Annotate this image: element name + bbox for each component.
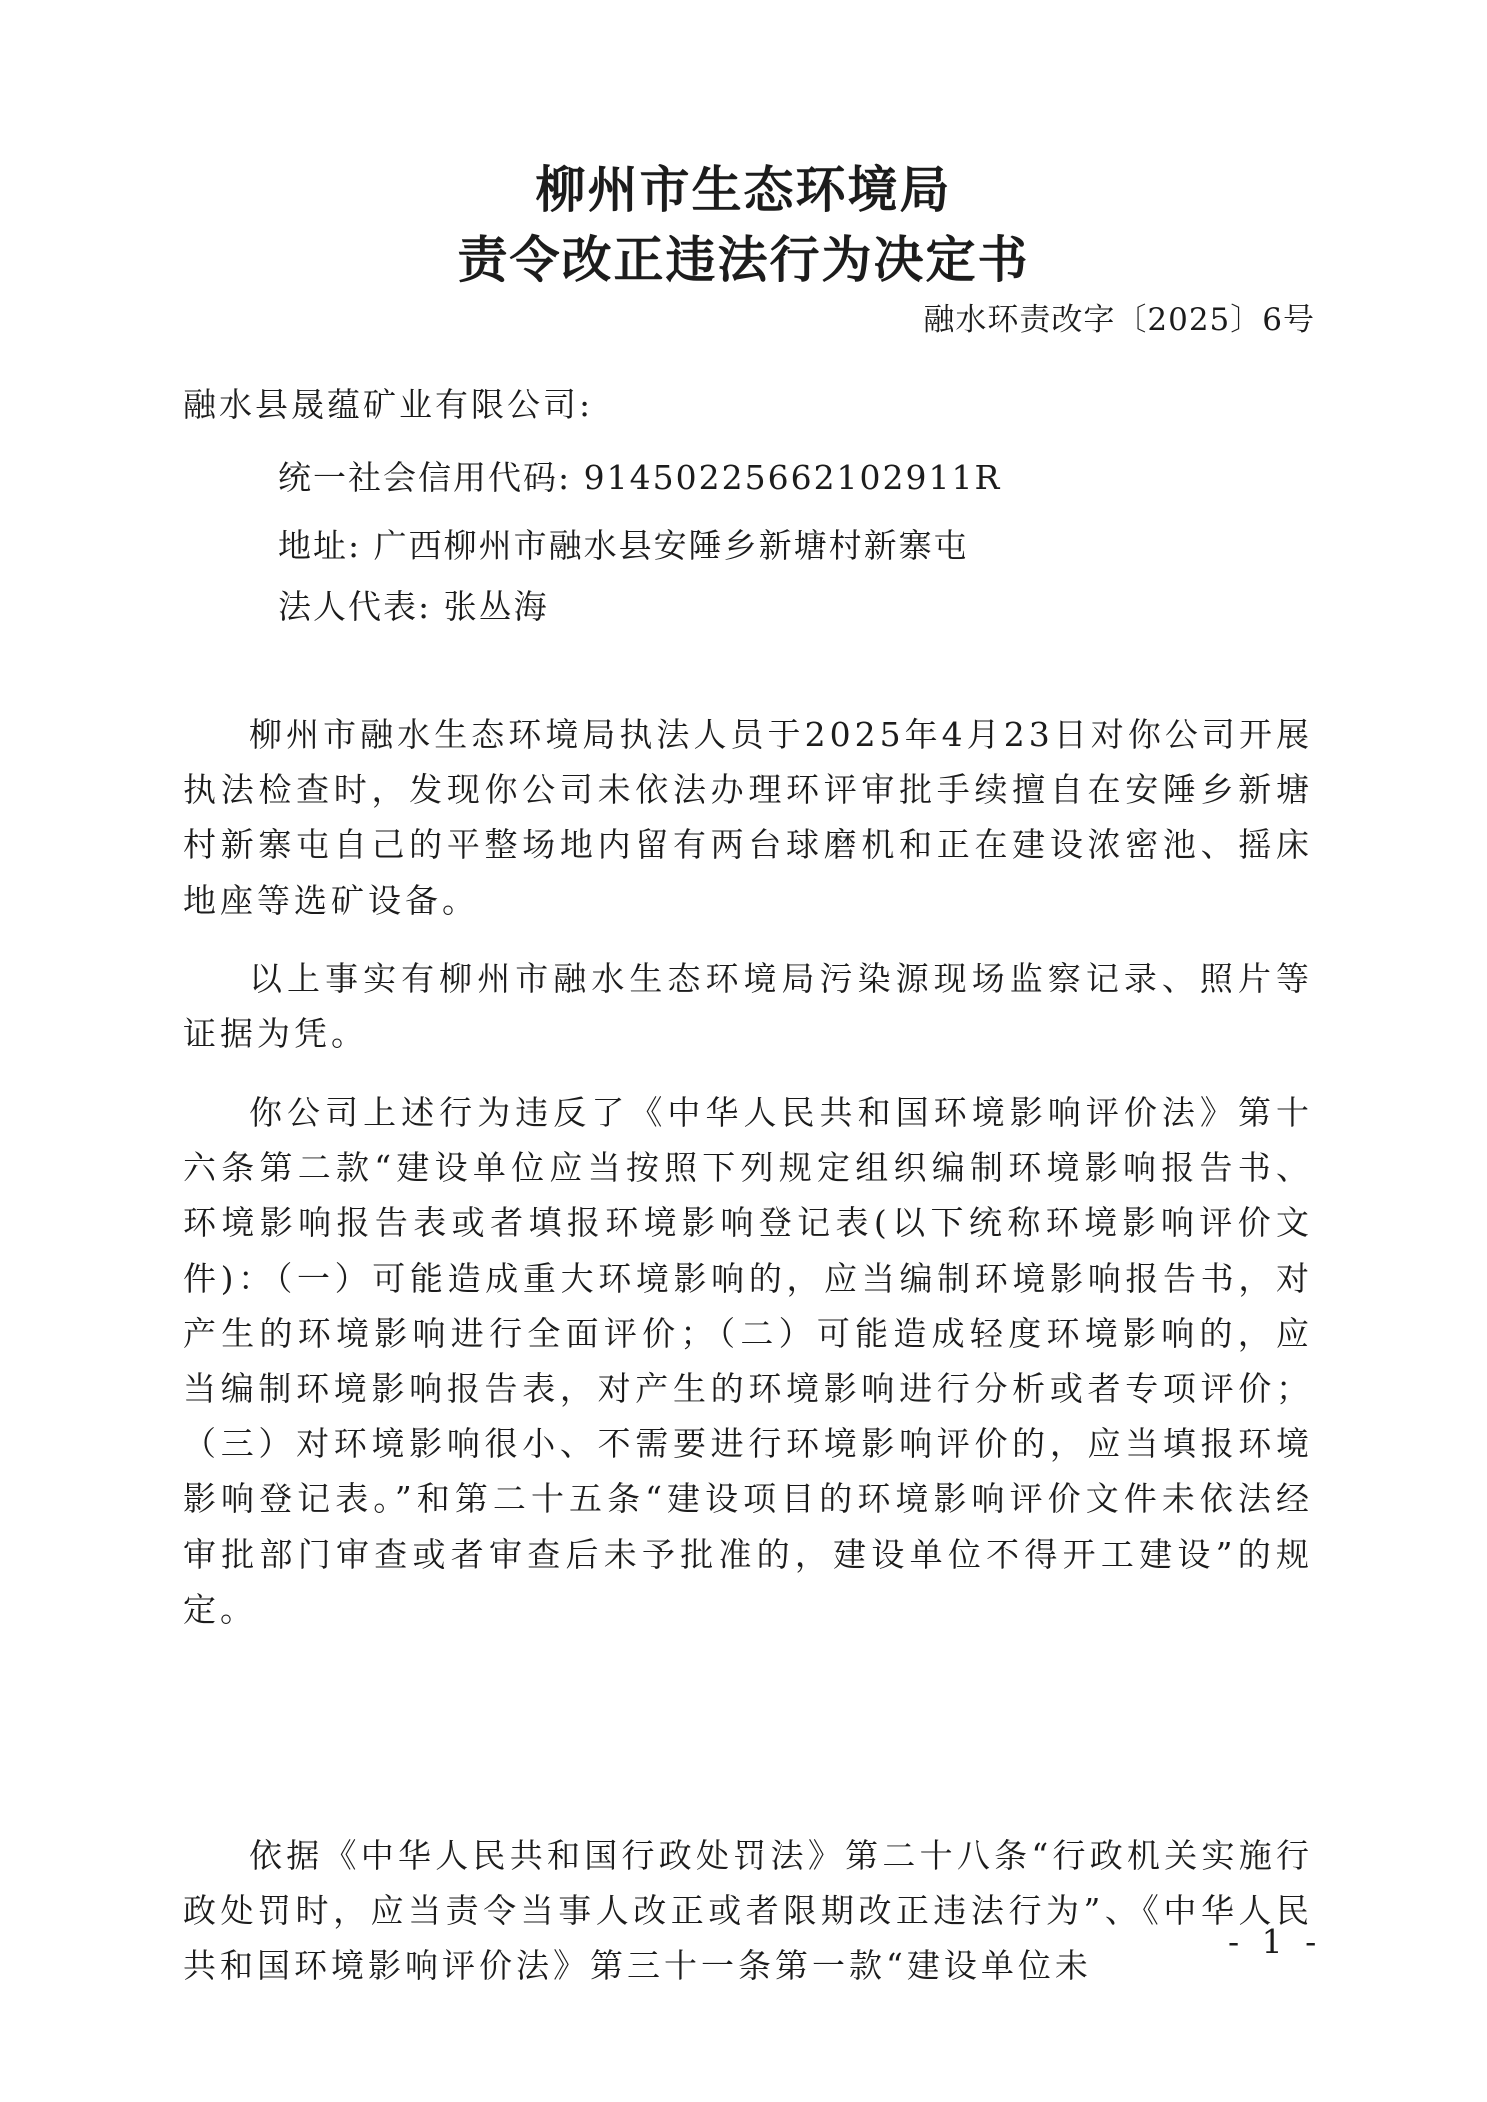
address: 地址: 广西柳州市融水县安陲乡新塘村新寨屯 xyxy=(278,526,969,565)
document-title-agency: 柳州市生态环境局 xyxy=(535,160,952,219)
credit-code: 统一社会信用代码: 91450225662102911R xyxy=(278,458,1002,497)
document-number: 融水环责改字〔2025〕6号 xyxy=(923,302,1315,338)
paragraph-facts: 柳州市融水生态环境局执法人员于2025年4月23日对你公司开展执法检查时，发现你公司未依法办理环评审批手续擅自在安陲乡新塘村新寨屯自己的平整场地内留有两台球磨机和正在建设浓密池、摇床地座等选矿设备。 xyxy=(183,715,1313,920)
paragraph-violation: 你公司上述行为违反了《中华人民共和国环境影响评价法》第十六条第二款“建设单位应当按照下列规定组织编制环境影响报告书、环境影响报告表或者填报环境影响登记表(以下统称环境影响评价文件)：（一）可能造成重大环境影响的，应当编制环境影响报告书，对产生的环境影响进行全面评价；（二）可能造成轻度环境影响的，应当编制环境影响报告表，对产生的环境影响进行分析或者专项评价；（三）对环境影响很小、不需要进行环境影响评价的，应当填报环境影响登记表。”和第二十五条“建设项目的环境影响评价文件未依法经审批部门审查或者审查后未予批准的，建设单位不得开工建设”的规定。 xyxy=(183,1093,1313,1629)
document-title-type: 责令改正违法行为决定书 xyxy=(457,230,1030,289)
recipient-name: 融水县晟蕴矿业有限公司: xyxy=(183,385,594,424)
page-number: - 1 - xyxy=(1228,1922,1323,1961)
legal-representative: 法人代表: 张丛海 xyxy=(278,587,549,626)
paragraph-evidence: 以上事实有柳州市融水生态环境局污染源现场监察记录、照片等证据为凭。 xyxy=(183,959,1313,1054)
paragraph-legal-basis: 依据《中华人民共和国行政处罚法》第二十八条“行政机关实施行政处罚时，应当责令当事人改正或者限期改正违法行为”、《中华人民共和国环境影响评价法》第三十一条第一款“建设单位未 xyxy=(183,1836,1313,1986)
